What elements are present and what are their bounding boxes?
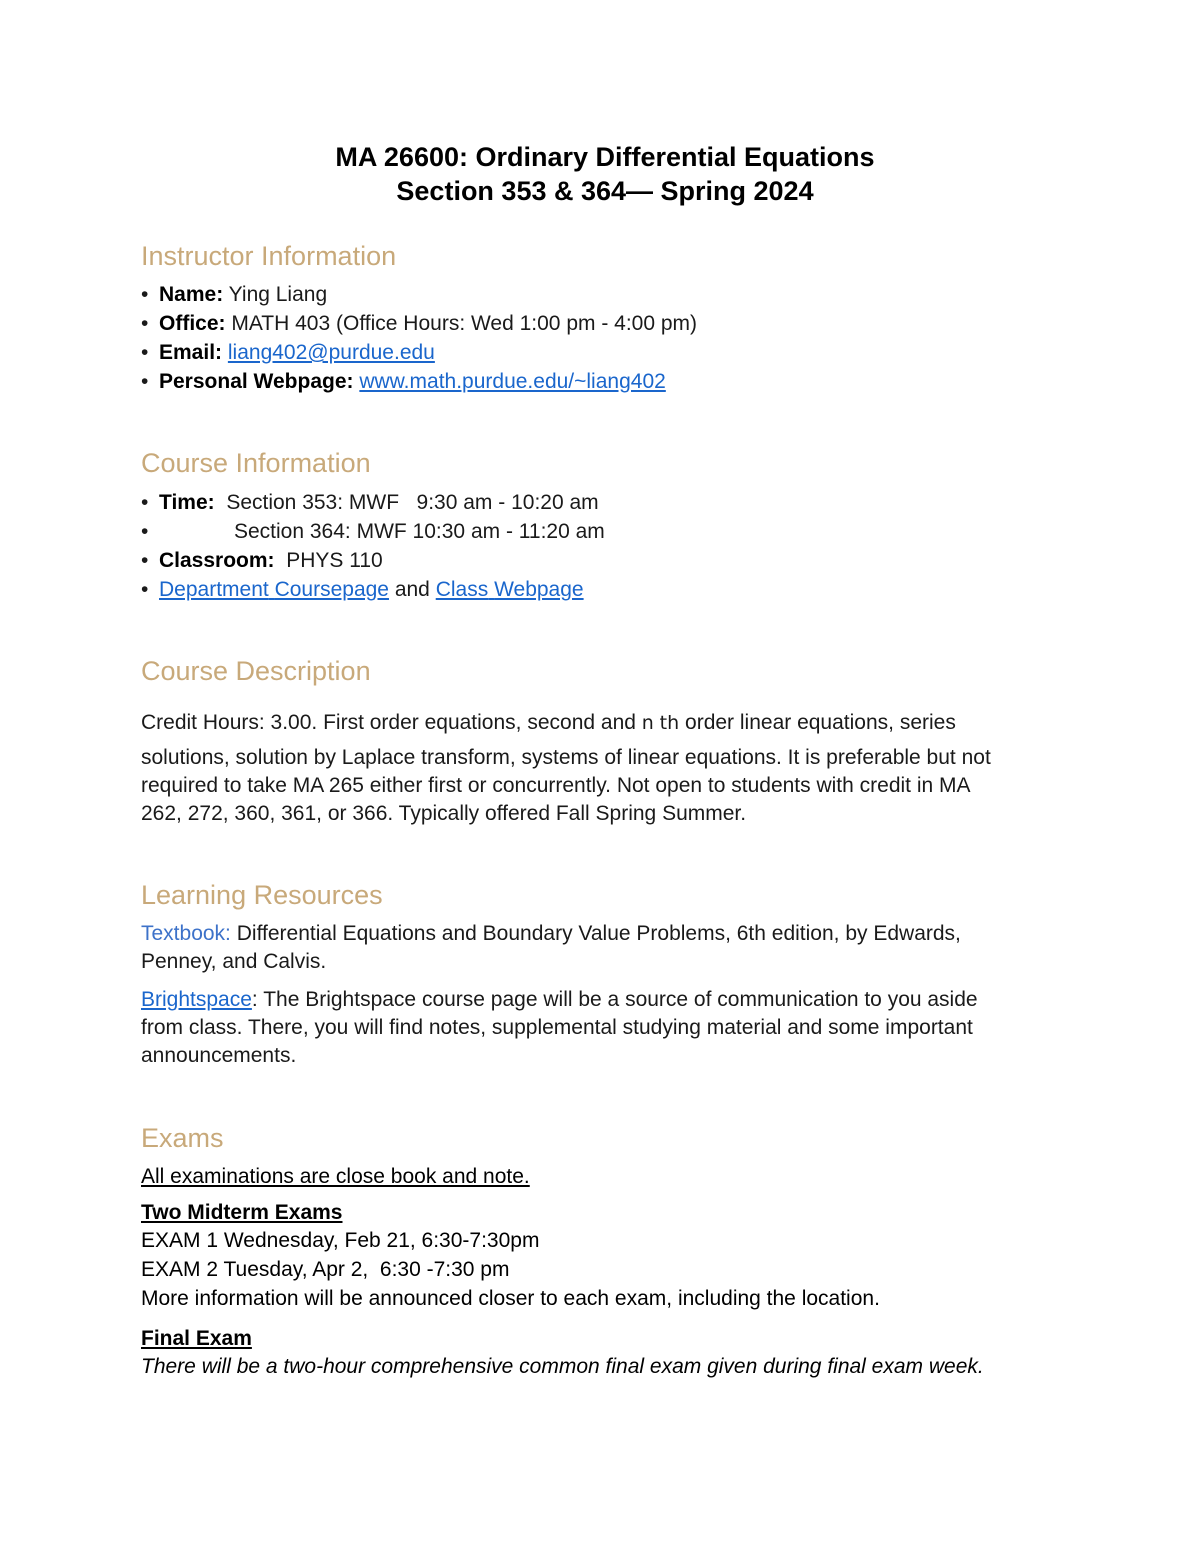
bullet: • [141, 341, 149, 364]
midterm-heading: Two Midterm Exams [141, 1201, 343, 1224]
class-webpage-link[interactable] [436, 578, 584, 601]
department-link-text: Department [159, 578, 269, 601]
links-row [141, 575, 584, 604]
description-heading: Course Description [141, 656, 371, 686]
final-exam-heading: Final Exam [141, 1327, 252, 1350]
brightspace-line-1 [141, 985, 978, 1014]
office-label: Office: [159, 312, 226, 335]
time-364: Section 364: MWF 10:30 am - 11:20 am [234, 520, 605, 543]
description-line-3: required to take MA 265 either first or concurrently. Not open to students with credit in MA [141, 774, 971, 797]
bullet: • [141, 312, 149, 335]
textbook-label: Textbook: [141, 922, 231, 945]
instructor-webpage-row [141, 367, 666, 396]
time-row-353 [141, 488, 599, 517]
instructor-heading: Instructor Information [141, 241, 397, 271]
exam-policy: All examinations are close book and note. [141, 1165, 530, 1188]
final-exam-text: There will be a two-hour comprehensive common final exam given during final exam week. [141, 1355, 984, 1378]
coursepage-link-text: Coursepage [274, 578, 389, 601]
description-text-a: Credit Hours: 3.00. First order equations, second and [141, 711, 636, 734]
th-symbol: th [659, 712, 680, 734]
brightspace-line-3: announcements. [141, 1044, 297, 1067]
description-line-2: solutions, solution by Laplace transform, systems of linear equations. It is preferable but not [141, 746, 991, 769]
bullet: • [141, 549, 149, 572]
bullet: • [141, 578, 149, 601]
textbook-line-1 [141, 919, 961, 948]
course-info-heading: Course Information [141, 448, 371, 478]
description-line-1 [141, 708, 956, 738]
exam-1: EXAM 1 Wednesday, Feb 21, 6:30-7:30pm [141, 1229, 540, 1252]
description-line-4: 262, 272, 360, 361, or 366. Typically offered Fall Spring Summer. [141, 802, 747, 825]
time-row-364 [141, 517, 605, 546]
name-label: Name: [159, 283, 224, 306]
webpage-label: Personal Webpage: [159, 370, 354, 393]
textbook-line-2: Penney, and Calvis. [141, 950, 327, 973]
bullet: • [141, 520, 149, 543]
brightspace-text: : The Brightspace course page will be a source of communication to you aside [251, 988, 978, 1011]
classroom-label: Classroom: [159, 549, 275, 572]
exam-2: EXAM 2 Tuesday, Apr 2, 6:30 -7:30 pm [141, 1258, 510, 1281]
n-symbol: n [641, 712, 654, 734]
exam-more-info: More information will be announced closer to each exam, including the location. [141, 1287, 880, 1310]
office-value: MATH 403 (Office Hours: Wed 1:00 pm - 4:00 pm) [231, 312, 698, 335]
time-353: Section 353: MWF 9:30 am - 10:20 am [226, 491, 599, 514]
bullet: • [141, 370, 149, 393]
class-link-text: Class [435, 578, 489, 601]
time-label: Time: [159, 491, 215, 514]
instructor-name-row [141, 280, 327, 309]
exams-heading: Exams [141, 1123, 224, 1153]
and-text: and [394, 578, 430, 601]
instructor-office-row [141, 309, 697, 338]
department-coursepage-link[interactable] [159, 578, 389, 601]
email-link[interactable]: liang402@purdue.edu [227, 341, 435, 364]
name-value: Ying Liang [228, 283, 328, 306]
instructor-email-row [141, 338, 435, 367]
classroom-row [141, 546, 383, 575]
webpage-link-text: Webpage [494, 578, 584, 601]
page-title: MA 26600: Ordinary Differential Equations [335, 142, 875, 172]
bullet: • [141, 283, 149, 306]
page-subtitle: Section 353 & 364— Spring 2024 [396, 176, 814, 206]
classroom-value: PHYS 110 [286, 549, 383, 572]
textbook-text: Differential Equations and Boundary Value Problems, 6th edition, by Edwards, [236, 922, 961, 945]
resources-heading: Learning Resources [141, 880, 383, 910]
webpage-link[interactable]: www.math.purdue.edu/~liang402 [359, 370, 666, 393]
brightspace-link[interactable]: Brightspace [141, 988, 252, 1011]
email-label: Email: [159, 341, 223, 364]
bullet: • [141, 491, 149, 514]
brightspace-line-2: from class. There, you will find notes, supplemental studying material and some important [141, 1016, 973, 1039]
description-text-b: order linear equations, series [685, 711, 956, 734]
